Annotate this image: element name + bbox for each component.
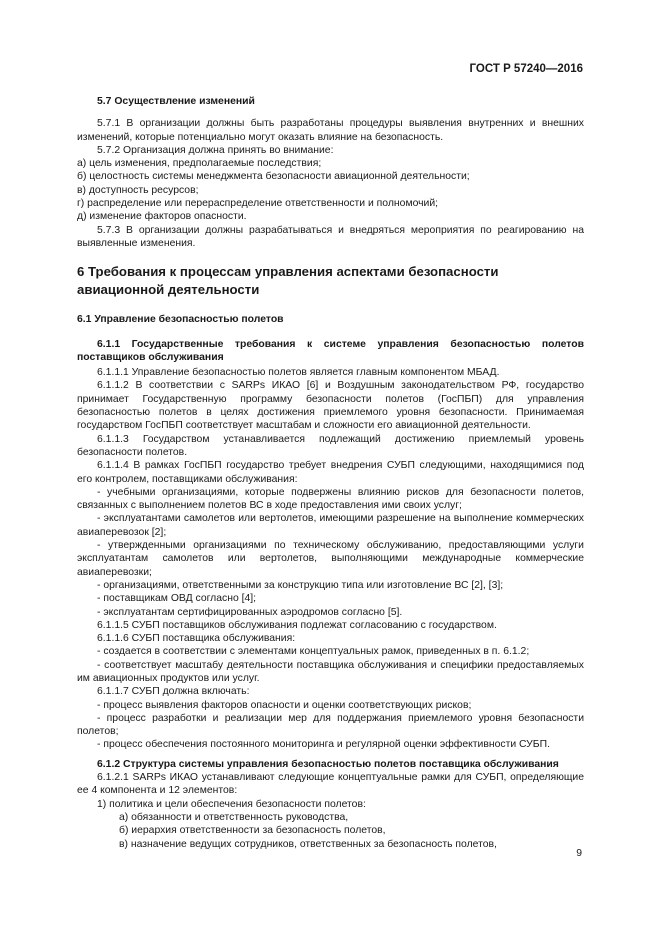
paragraph-5-7-3: 5.7.3 В организации должны разрабатываться и внедряться мероприятия по реагированию на выявленные изменения. [77, 224, 584, 249]
document-body [77, 92, 584, 851]
paragraph-5-7-2: 5.7.2 Организация должна принять во внимание: [97, 144, 334, 156]
paragraph-6-1-1-6: 6.1.1.6 СУБП поставщика обслуживания: [97, 633, 296, 645]
section-heading-6: 6 Требования к процессам управления аспектами безопасности авиационной деятельности [77, 264, 499, 297]
list-item: б) целостность системы менеджмента безопасности авиационной деятельности; [77, 171, 470, 183]
paragraph-6-1-2-1: 6.1.2.1 SARPs ИКАО устанавливают следующие концептуальные рамки для СУБП, определяющие ее 4 компонента и 12 элементов: [77, 772, 584, 797]
list-item: - эксплуатантам сертифицированных аэродромов согласно [5]. [97, 606, 403, 618]
section-heading-6-1: 6.1 Управление безопасностью полетов [77, 314, 284, 326]
list-subitem: а) обязанности и ответственность руководства, [119, 811, 349, 823]
list-item: - создается в соответствии с элементами концептуальных рамок, приведенных в п. 6.1.2; [97, 646, 530, 658]
list-item: - организациями, ответственными за конструкцию типа или изготовление ВС [2], [3]; [97, 579, 504, 591]
paragraph-6-1-1-4: 6.1.1.4 В рамках ГосПБП государство требует внедрения СУБП следующими, находящимися под его контролем, поставщиками обслуживания: [77, 460, 584, 485]
paragraph-5-7-1: 5.7.1 В организации должны быть разработаны процедуры выявления внутренних и внешних изменений, которые потенциально могут оказать влияние на безопасность. [77, 118, 584, 143]
list-item: - эксплуатантами самолетов или вертолетов, имеющими разрешение на выполнение коммерческих авиаперевозок [2]; [77, 513, 584, 538]
list-item: 1) политика и цели обеспечения безопасности полетов: [97, 798, 366, 810]
list-item: - утвержденными организациями по техническому обслуживанию, предоставляющими услуги эксплуатантам самолетов или вертолетов, выполняющими международные коммерческие авиаперевозки; [77, 540, 584, 578]
document-id: ГОСТ Р 57240—2016 [469, 63, 583, 75]
list-item: - процесс обеспечения постоянного мониторинга и регулярной оценки эффективности СУБП. [97, 739, 550, 751]
paragraph-6-1-1-2: 6.1.1.2 В соответствии с SARPs ИКАО [6] и Воздушным законодательством РФ, государство принимает Государственную программу безопасности полетов (ГосПБП) для управления безопасностью полетов в целях достижения приемлемого уровня безопасности. Принимаемая государством ГосПБП соответствует масштабам и сложности его авиационной деятельности. [77, 380, 584, 432]
paragraph-6-1-1-1: 6.1.1.1 Управление безопасностью полетов является главным компонентом МБАД. [97, 367, 500, 379]
list-item: - поставщикам ОВД согласно [4]; [97, 593, 257, 605]
list-item: д) изменение факторов опасности. [77, 211, 247, 223]
paragraph-6-1-1-3: 6.1.1.3 Государством устанавливается подлежащий достижению приемлемый уровень безопасности полетов. [77, 433, 584, 458]
list-item: - процесс разработки и реализации мер для поддержания приемлемого уровня безопасности полетов; [77, 712, 584, 738]
section-heading-6-1-2: 6.1.2 Структура системы управления безопасностью полетов поставщика обслуживания [97, 758, 559, 770]
list-item: - соответствует масштабу деятельности поставщика обслуживания и специфики предоставляемых им авиационных продуктов или услуг. [77, 659, 584, 684]
list-item: - учебными организациями, которые подвержены влиянию рисков для безопасности полетов, связанных с выполнением полетов ВС в ходе предоставления ими своих услуг; [77, 486, 584, 512]
list-item: а) цель изменения, предполагаемые последствия; [77, 158, 322, 170]
list-subitem: в) назначение ведущих сотрудников, ответственных за безопасность полетов, [119, 838, 497, 850]
list-item: в) доступность ресурсов; [77, 184, 199, 196]
list-item: - процесс выявления факторов опасности и оценки соответствующих рисков; [97, 699, 472, 711]
list-item: г) распределение или перераспределение ответственности и полномочий; [77, 198, 439, 210]
list-subitem: б) иерархия ответственности за безопасность полетов, [119, 825, 386, 837]
paragraph-6-1-1-7: 6.1.1.7 СУБП должна включать: [97, 686, 250, 698]
paragraph-6-1-1-5: 6.1.1.5 СУБП поставщиков обслуживания подлежат согласованию с государством. [97, 619, 497, 631]
page-number: 9 [576, 848, 582, 859]
section-heading-6-1-1: 6.1.1 Государственные требования к системе управления безопасностью полетов поставщиков обслуживания [77, 338, 584, 363]
section-heading-5-7: 5.7 Осуществление изменений [97, 96, 255, 107]
